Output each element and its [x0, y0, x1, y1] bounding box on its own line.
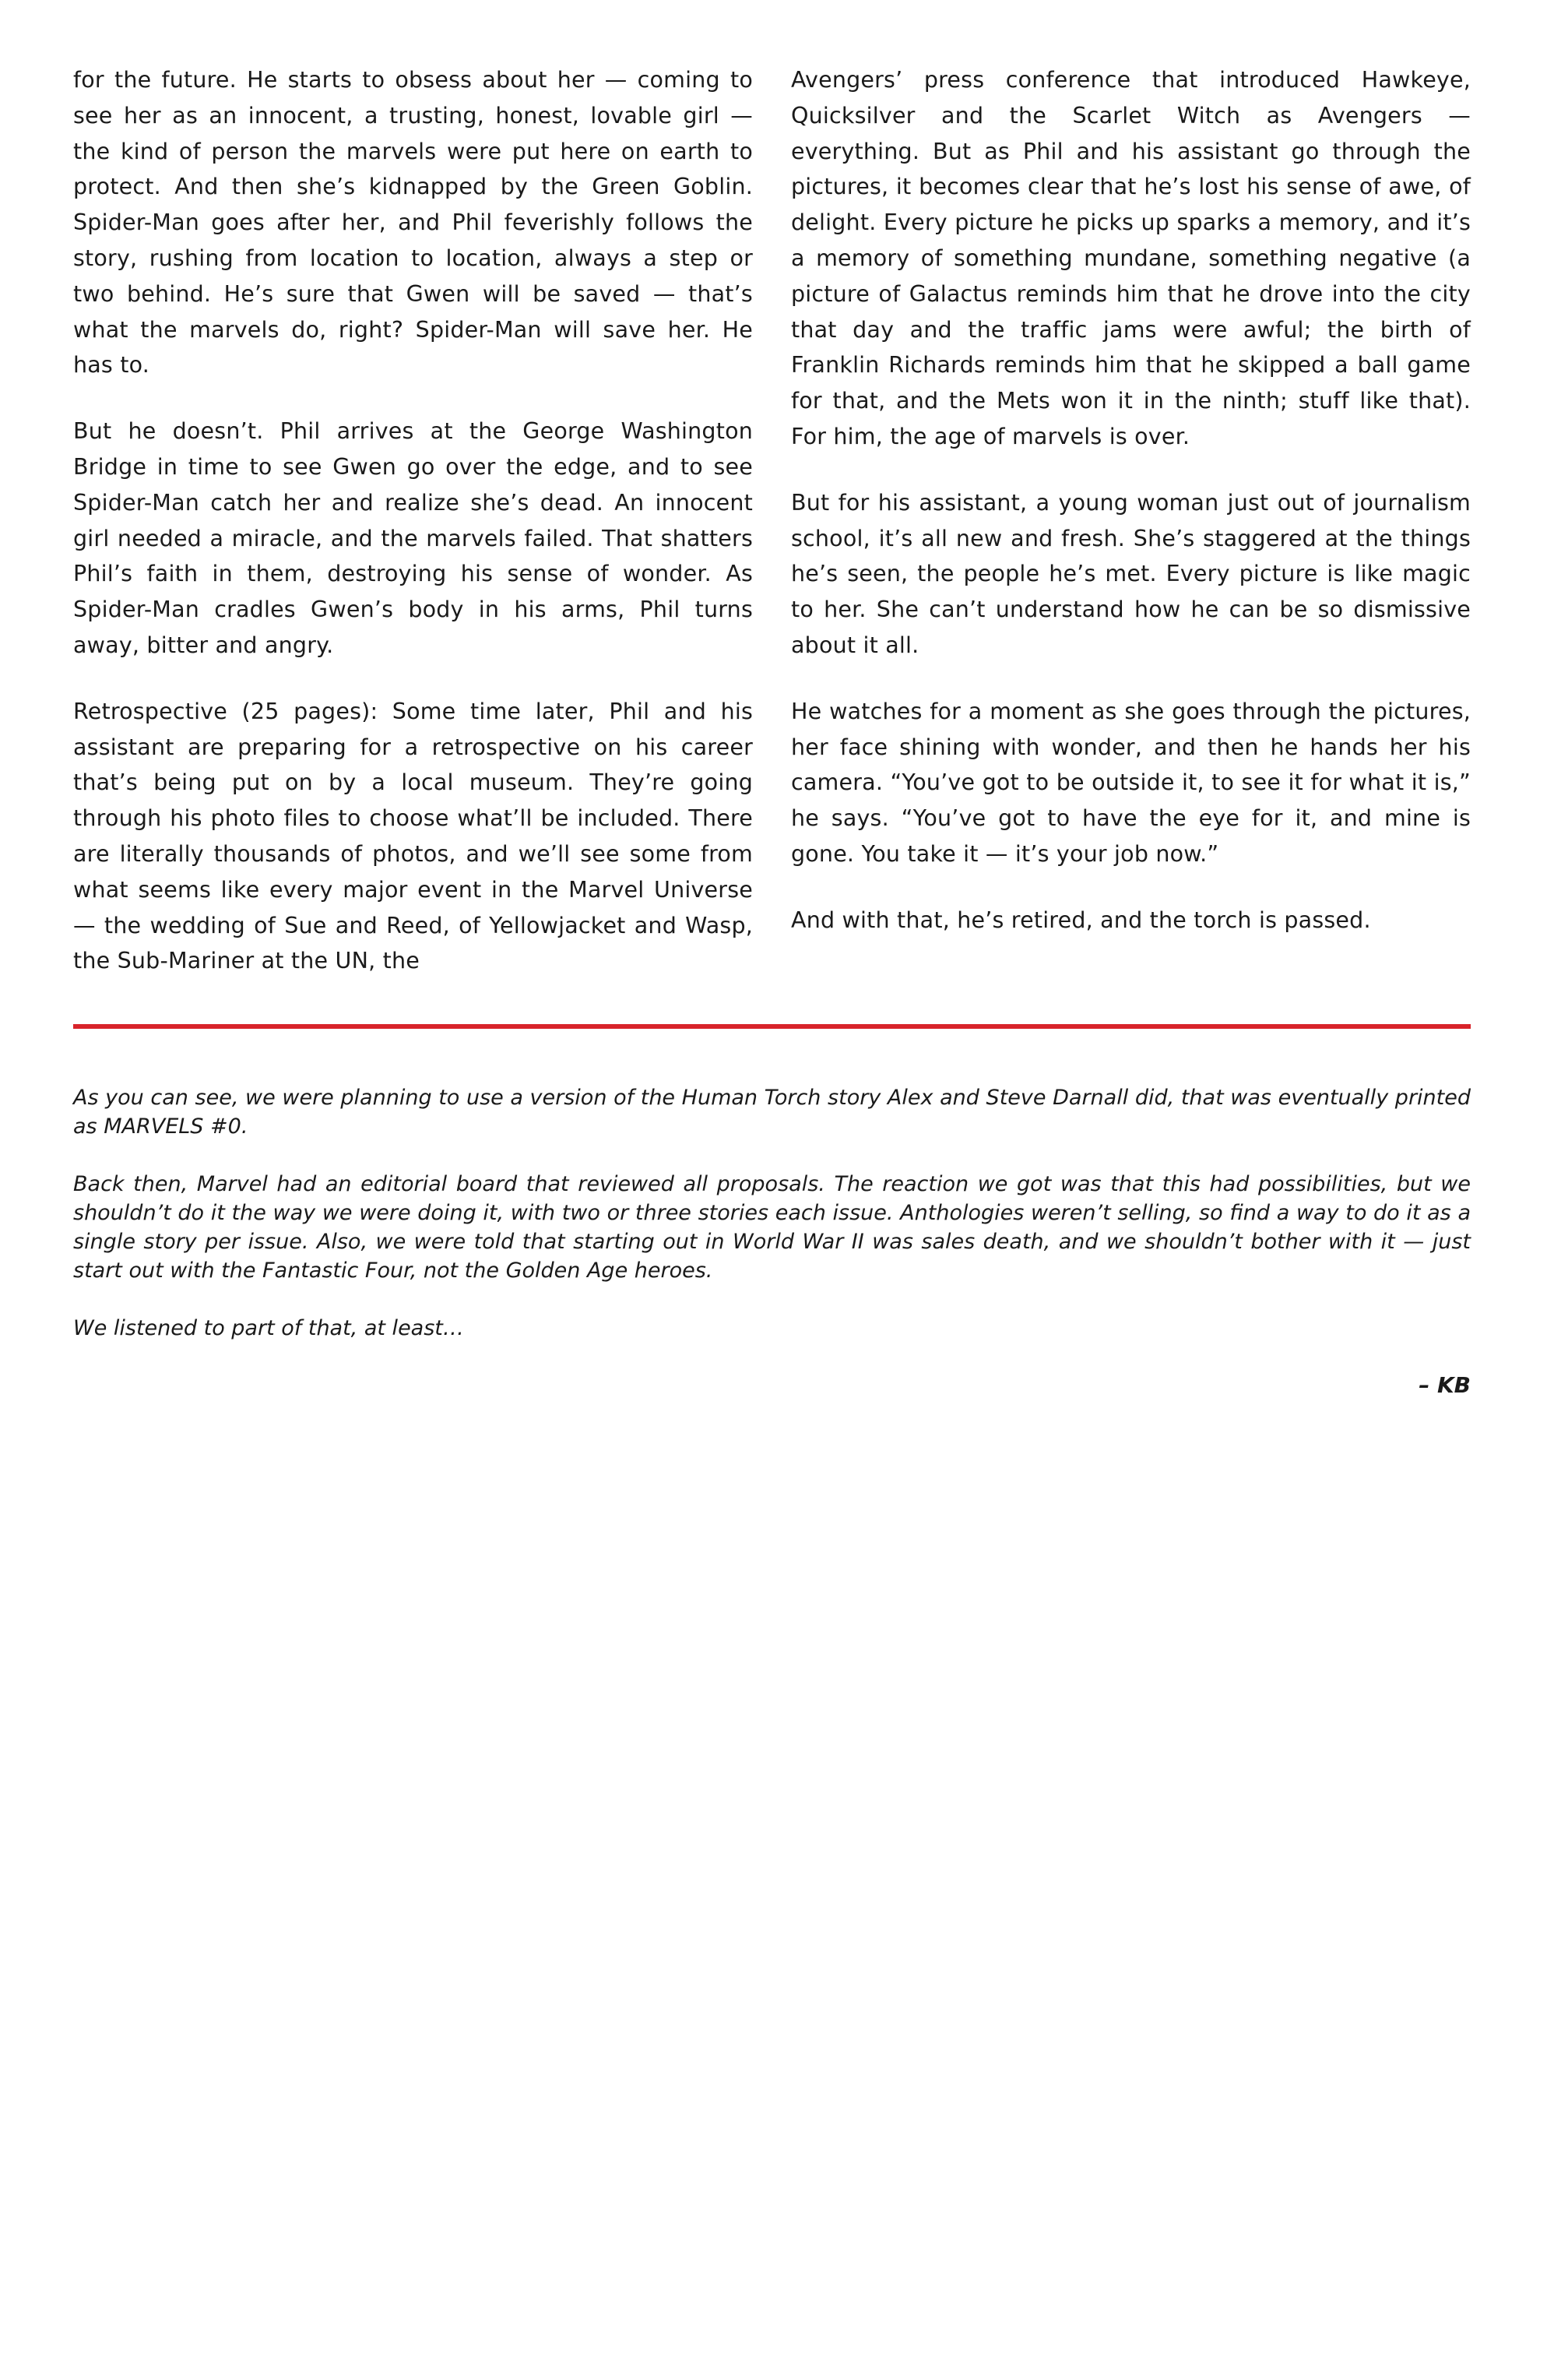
paragraph: He watches for a moment as she goes through the pictures, her face shining with wonder, and then he hands her his camera. “You’ve got to be outside it, to see it for what it is,” he says. “You’ve got to have the eye for it, and mine is gone. You take it — it’s your job now.”: [791, 698, 1471, 867]
signature: – KB: [1419, 1372, 1471, 1399]
afterword: [73, 1083, 1471, 1398]
left-column: [73, 62, 753, 979]
paragraph: But he doesn’t. Phil arrives at the George Washington Bridge in time to see Gwen go over the edge, and to see Spider-Man catch her and realize she’s dead. An innocent girl needed a miracle, and the marvels failed. That shatters Phil’s faith in them, destroying his sense of wonder. As Spider-Man cradles Gwen’s body in his arms, Phil turns away, bitter and angry.: [73, 418, 753, 658]
paragraph: Retrospective (25 pages): Some time later, Phil and his assistant are preparing for a retrospective on his career that’s being put on by a local museum. They’re going through his photo files to choose what’ll be included. There are literally thousands of photos, and we’ll see some from what seems like every major event in the Marvel Universe — the wedding of Sue and Reed, of Yellowjacket and Wasp, the Sub-Mariner at the UN, the: [73, 698, 753, 974]
paragraph: Avengers’ press conference that introduced Hawkeye, Quicksilver and the Scarlet Witch as Avengers — everything. But as Phil and his assistant go through the pictures, it becomes clear that he’s lost his sense of awe, of delight. Every picture he picks up sparks a memory, and it’s a memory of something mundane, something negative (a picture of Galactus reminds him that he drove into the city that day and the traffic jams were awful; the birth of Franklin Richards reminds him that he skipped a ball game for that, and the Mets won it in the ninth; stuff like that). For him, the age of marvels is over.: [791, 67, 1471, 449]
right-column: [791, 62, 1471, 979]
afterword-paragraph: Back then, Marvel had an editorial board that reviewed all proposals. The reaction we got was that this had possibilities, but we shouldn’t do it the way we were doing it, with two or three stories each issue. Anthologies weren’t selling, so find a way to do it as a single story per issue. Also, we were told that starting out in World War II was sales death, and we shouldn’t bother with it — just start out with the Fantastic Four, not the Golden Age heroes.: [73, 1172, 1471, 1283]
section-divider: [73, 1024, 1471, 1029]
afterword-paragraph: We listened to part of that, at least…: [73, 1316, 464, 1341]
body-columns: [73, 62, 1471, 979]
paragraph: And with that, he’s retired, and the torch is passed.: [791, 907, 1371, 933]
paragraph: for the future. He starts to obsess about her — coming to see her as an innocent, a trusting, honest, lovable girl — the kind of person the marvels were put here on earth to protect. And then she’s kidnapped by the Green Goblin. Spider-Man goes after her, and Phil feverishly follows the story, rushing from location to location, always a step or two behind. He’s sure that Gwen will be saved — that’s what the marvels do, right? Spider-Man will save her. He has to.: [73, 67, 753, 378]
afterword-paragraph: As you can see, we were planning to use a version of the Human Torch story Alex and Steve Darnall did, that was eventually printed as MARVELS #0.: [73, 1086, 1471, 1139]
paragraph: But for his assistant, a young woman just out of journalism school, it’s all new and fresh. She’s staggered at the things he’s seen, the people he’s met. Every picture is like magic to her. She can’t understand how he can be so dismissive about it all.: [791, 489, 1471, 658]
page: [73, 62, 1471, 1398]
